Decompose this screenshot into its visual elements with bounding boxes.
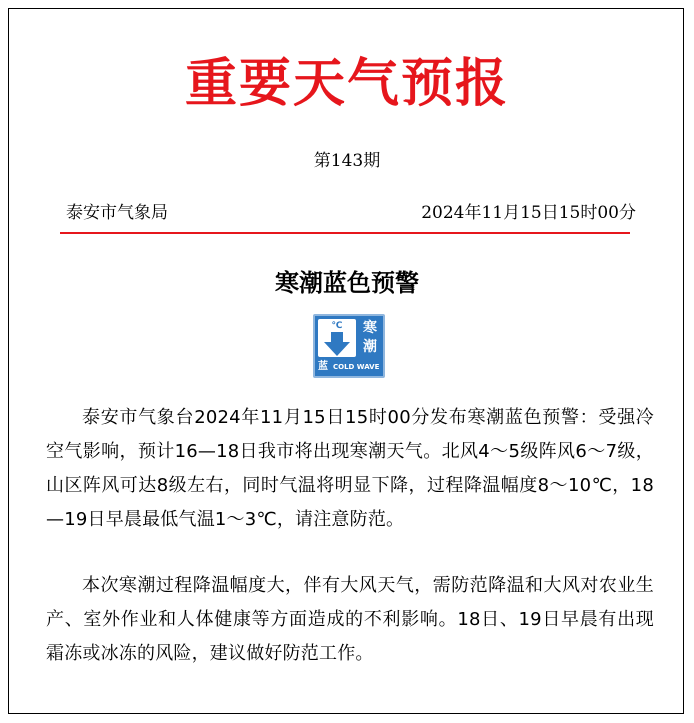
down-arrow-icon [324, 332, 350, 356]
badge-hanzi-top: 寒 [363, 320, 377, 336]
badge-english-label: COLD WAVE [333, 363, 380, 371]
badge-thermo-panel [318, 319, 356, 357]
badge-celsius-label: ℃ [331, 321, 343, 331]
issue-number: 第143期 [313, 151, 381, 171]
issuer: 泰安市气象局 [66, 203, 168, 223]
badge-level-label: 蓝 [318, 361, 328, 372]
paragraph-2: 本次寒潮过程降温幅度大，伴有大风天气，需防范降温和大风对农业生产、室外作业和人体健康等方面造成的不利影响。18日、19日早晨有出现霜冻或冰冻的风险，建议做好防范工作。 [46, 575, 654, 664]
warning-title: 寒潮蓝色预警 [275, 268, 419, 297]
cold-wave-blue-warning-icon [313, 314, 385, 378]
paragraph-1: 泰安市气象台2024年11月15日15时00分发布寒潮蓝色预警：受强冷空气影响，预计16—18日我市将出现寒潮天气。北风4～5级阵风6～7级，山区阵风可达8级左右，同时气温将明显下降，过程降温幅度8～10℃，18—19日早晨最低气温1～3℃，请注意防范。 [46, 407, 654, 530]
red-divider [60, 232, 630, 234]
issue-datetime: 2024年11月15日15时00分 [421, 203, 636, 223]
badge-hanzi-bottom: 潮 [363, 339, 377, 355]
header-title: 重要天气预报 [184, 53, 509, 114]
